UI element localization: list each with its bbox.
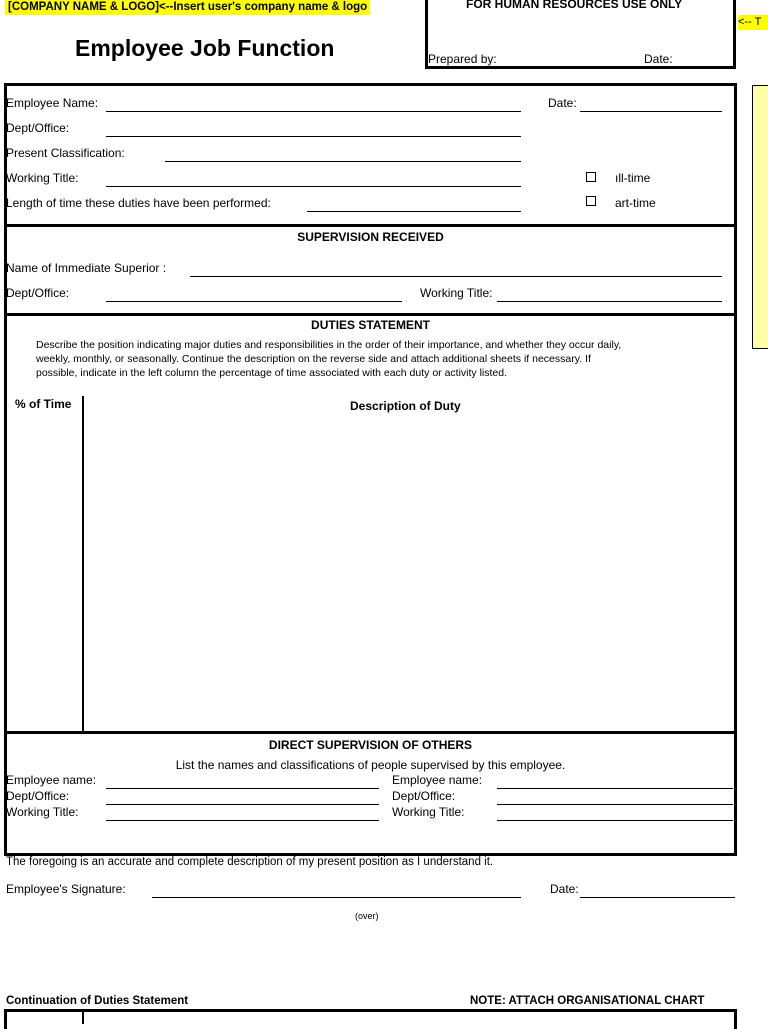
- dept-office-label: Dept/Office:: [6, 121, 70, 135]
- hr-prepared-by-label: Prepared by:: [428, 52, 497, 66]
- duties-column-divider: [82, 396, 84, 731]
- supervised-dept-line-2[interactable]: [497, 804, 733, 805]
- duties-statement-heading: DUTIES STATEMENT: [311, 318, 430, 332]
- continuation-box: [4, 1009, 737, 1029]
- side-instruction-panel: [752, 85, 768, 349]
- over-note: (over): [355, 911, 379, 921]
- employee-signature-line[interactable]: [152, 897, 521, 898]
- side-note: <-- T: [738, 15, 768, 30]
- description-of-duty-area[interactable]: [86, 415, 731, 730]
- org-chart-note: NOTE: ATTACH ORGANISATIONAL CHART: [470, 995, 705, 1007]
- superior-dept-line[interactable]: [106, 301, 402, 302]
- supervised-dept-label-2: Dept/Office:: [392, 789, 456, 803]
- employee-name-label: Employee Name:: [6, 96, 99, 110]
- certification-statement: The foregoing is an accurate and complete description of my present position as I understand it.: [6, 856, 494, 868]
- length-of-time-label: Length of time these duties have been performed:: [6, 196, 271, 210]
- full-time-checkbox[interactable]: [586, 172, 596, 182]
- section-divider: [4, 224, 737, 227]
- immediate-superior-line[interactable]: [190, 276, 722, 277]
- supervised-dept-label: Dept/Office:: [6, 789, 70, 803]
- superior-working-title-label: Working Title:: [420, 286, 493, 300]
- supervised-employee-name-label-2: Employee name:: [392, 773, 483, 787]
- continuation-heading: Continuation of Duties Statement: [6, 995, 189, 1007]
- present-classification-line[interactable]: [165, 161, 521, 162]
- dept-office-line[interactable]: [106, 136, 521, 137]
- continuation-column-divider: [82, 1009, 84, 1024]
- employee-signature-label: Employee's Signature:: [6, 882, 126, 896]
- length-of-time-line[interactable]: [307, 211, 521, 212]
- direct-supervision-instruction: List the names and classifications of people supervised by this employee.: [175, 758, 566, 772]
- supervised-employee-name-line-2[interactable]: [497, 788, 733, 789]
- description-of-duty-header: Description of Duty: [350, 399, 461, 413]
- employee-name-line[interactable]: [106, 111, 521, 112]
- part-time-checkbox[interactable]: [586, 196, 596, 206]
- supervised-working-title-label-2: Working Title:: [392, 805, 465, 819]
- percent-of-time-area[interactable]: [7, 415, 81, 730]
- working-title-line[interactable]: [106, 186, 521, 187]
- present-classification-label: Present Classification:: [6, 146, 125, 160]
- supervised-working-title-label: Working Title:: [6, 805, 79, 819]
- supervised-employee-name-label: Employee name:: [6, 773, 97, 787]
- hr-date-label: Date:: [644, 52, 673, 66]
- signature-date-label: Date:: [550, 882, 579, 896]
- section-divider: [4, 313, 737, 316]
- hr-use-box: [425, 0, 736, 69]
- duties-instructions-line-1: Describe the position indicating major duties and responsibilities in the order of their importance, and whether they occur daily,: [36, 339, 622, 351]
- supervised-working-title-line[interactable]: [106, 820, 379, 821]
- part-time-label: art-time: [615, 196, 656, 210]
- supervised-working-title-line-2[interactable]: [497, 820, 733, 821]
- direct-supervision-heading: DIRECT SUPERVISION OF OTHERS: [268, 738, 473, 752]
- signature-date-line[interactable]: [580, 897, 735, 898]
- superior-working-title-line[interactable]: [497, 301, 722, 302]
- superior-dept-label: Dept/Office:: [6, 286, 70, 300]
- date-label: Date:: [548, 96, 577, 110]
- percent-of-time-header: % of Time: [15, 397, 72, 411]
- immediate-superior-label: Name of Immediate Superior :: [6, 261, 167, 275]
- supervised-dept-line[interactable]: [106, 804, 379, 805]
- duties-instructions-line-3: possible, indicate in the left column the percentage of time associated with each duty or activity listed.: [36, 367, 508, 379]
- supervision-received-heading: SUPERVISION RECEIVED: [297, 230, 444, 244]
- company-banner: [COMPANY NAME & LOGO]<--Insert user's company name & logo: [5, 0, 370, 15]
- hr-box-heading: FOR HUMAN RESOURCES USE ONLY: [466, 0, 683, 11]
- supervised-employee-name-line[interactable]: [106, 788, 379, 789]
- working-title-label: Working Title:: [6, 171, 79, 185]
- date-line[interactable]: [580, 111, 722, 112]
- section-divider: [4, 731, 737, 734]
- page-title: Employee Job Function: [75, 35, 335, 61]
- duties-instructions-line-2: weekly, monthly, or seasonally. Continue the description on the reverse side and attach additional sheets if necessary. If: [36, 353, 591, 365]
- full-time-label: ıll-time: [615, 171, 651, 185]
